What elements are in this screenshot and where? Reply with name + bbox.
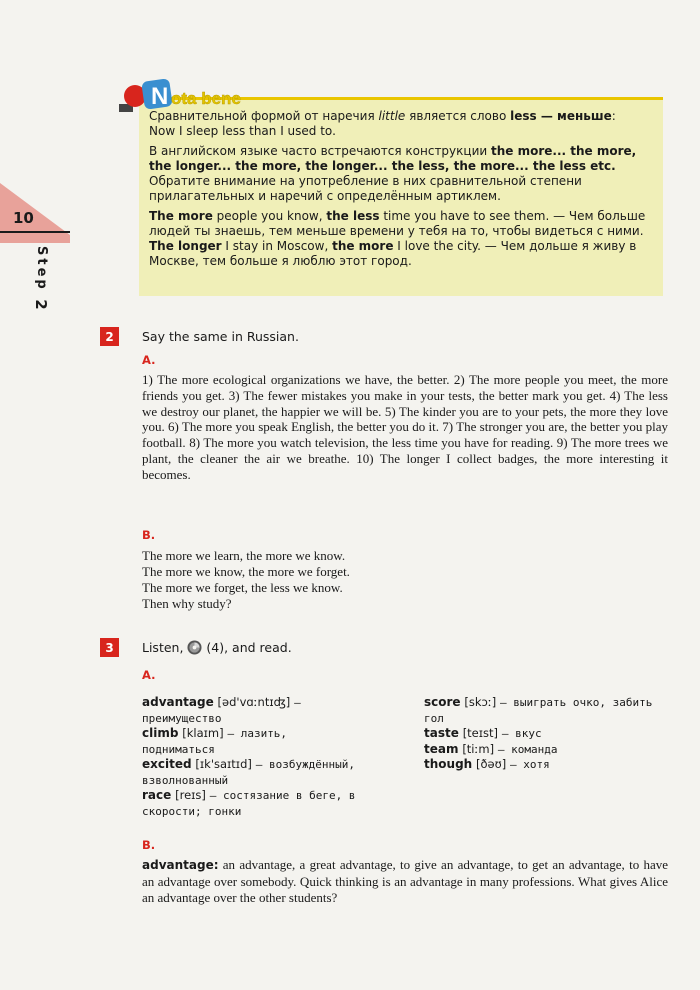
step-label [32,246,50,313]
step-number: 2 [32,299,50,313]
exercise-3-a-label: A. [142,668,156,682]
exercise-2-a-text: 1) The more ecological organizations we have, the better. 2) The more people you meet, the more friends you get. 3) The fewer mistakes you make in your tests, the better mark you get. 4) The less we destroy our planet, the happier we will be. 5) The kinder you are to your pets, the more they love you. 6) The more you speak English, the better you do it. 7) The stronger you are, the better you play football. 8) The more you watch television, the less time you have for reading. 9) The more trees we plant, the cleaner the air we breathe. 10) The longer I collect badges, the more interesting it becomes. [142,372,668,482]
margin-rule [0,231,70,233]
exercise-2-poem [142,548,542,612]
exercise-2-instruction: Say the same in Russian. [142,329,299,344]
audio-cd-icon[interactable] [187,640,202,655]
nb-example-2: The longer I stay in Moscow, the more I love the city. — Чем дольше я живу в Москве, тем больше я люблю этот город. [149,239,637,268]
svg-text:N: N [151,83,169,110]
nb-rule-line: Сравнительной формой от наречия little является слово less — меньше: Now I sleep less than I used to. [149,109,616,138]
exercise-2-b-label: B. [142,528,156,542]
nb-example-1: The more people you know, the less time you have to see them. — Чем больше людей ты знаешь, тем меньше времени у тебя на то, чтобы видеться с ними. [149,209,646,238]
exercise-2-a-label: A. [142,353,156,367]
vocab-entry: climb [klaɪm] — лазить, подниматься [142,726,288,756]
poem-line: The more we forget, the less we know. [142,580,343,595]
exercise-3-instruction: Listen, (4), and read. [142,640,292,655]
exercise-3-number: 3 [100,638,119,657]
vocab-entry: score [skɔː] — выиграть очко, забить гол [424,695,653,725]
nota-bene-logo-text: ota bene [171,89,241,108]
nb-constructions: В английском языке часто встречаются конструкции the more... the more, the longer... the more, the longer... the less, the more... the less etc. Обратите внимание на употребление в них сравнительной степени прилагательных и наречий с определённым артиклем. [149,144,637,203]
vocab-entry: team [tiːm] — команда [424,741,558,756]
vocab-entry: though [ðəʊ] — хотя [424,757,550,771]
exercise-3-b-label: B. [142,838,156,852]
step-word: Step [34,246,49,292]
vocab-column-right [424,695,654,773]
nota-bene-text [149,109,657,274]
vocab-entry: excited [ɪk'saɪtɪd] — возбуждённый, взволнованный [142,757,356,787]
exercise-3-b-text: advantage: an advantage, a great advantage, to give an advantage, to get an advantage, to have an advantage over somebody. Quick thinking is an advantage in many professions. What gives Alice an advantage over the other students? [142,857,668,905]
vocab-column-left [142,695,360,819]
page-corner-tab [0,183,70,243]
poem-line: The more we know, the more we forget. [142,564,350,579]
poem-line: The more we learn, the more we know. [142,548,346,563]
vocab-entry: race [reɪs] — состязание в беге, в скорости; гонки [142,788,356,818]
exercise-2-number: 2 [100,327,119,346]
page-number: 10 [13,209,34,227]
vocab-entry: advantage [əd'vɑːntɪʤ] — преимущество [142,695,301,725]
poem-line: Then why study? [142,596,232,611]
vocab-entry: taste [teɪst] — вкус [424,726,542,740]
